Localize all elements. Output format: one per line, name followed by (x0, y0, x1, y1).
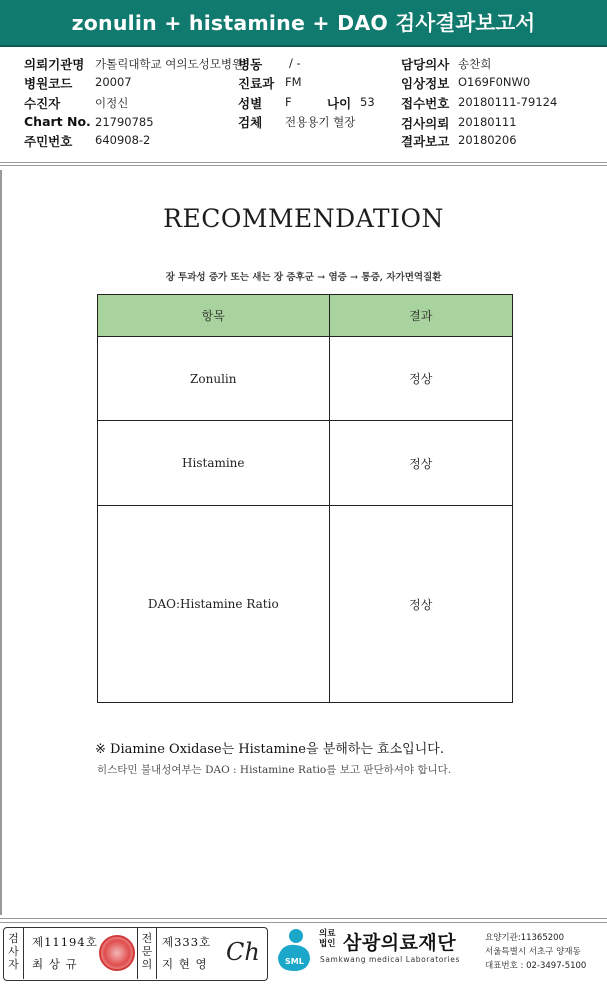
patient-label: 수진자 (24, 96, 61, 111)
receipt-no-label: 접수번호 (401, 96, 450, 111)
examiner-name: 최 상 규 (32, 957, 78, 971)
report-date-value: 20180206 (458, 133, 517, 147)
report-title-bar (0, 0, 607, 47)
ward-label: 병동 (238, 57, 263, 72)
result-table (97, 294, 513, 703)
attending-value: 송찬희 (458, 57, 492, 71)
specialist-label: 전 문 의 (137, 928, 157, 979)
sml-logo-text: SML (285, 957, 304, 966)
org-english-name: Samkwang medical Laboratories (320, 955, 461, 964)
age-value: 53 (360, 95, 375, 109)
table-row (98, 421, 513, 506)
hospital-code-label: 병원코드 (24, 76, 73, 91)
sml-logo-icon (272, 927, 314, 973)
row-result: 정상 (329, 421, 512, 506)
footer-divider (0, 918, 607, 923)
org-name: 삼광의료재단 (343, 932, 457, 954)
table-row (98, 506, 513, 703)
sex-label: 성별 (238, 96, 263, 111)
chart-no-label: Chart No. (24, 114, 91, 129)
specialist-signature: Ch (226, 938, 260, 966)
row-item: DAO:Histamine Ratio (98, 506, 330, 703)
clinical-info-label: 임상정보 (401, 76, 450, 91)
request-date-label: 검사의뢰 (401, 116, 450, 131)
sex-value: F (285, 95, 292, 109)
row-result: 정상 (329, 337, 512, 421)
department-value: FM (285, 75, 302, 89)
ward-value: / - (289, 56, 301, 70)
note-main: ※ Diamine Oxidase는 Histamine을 분해하는 효소입니다. (95, 742, 444, 757)
org-prefix: 의료법인 (319, 929, 336, 949)
patient-info-section (0, 51, 607, 163)
specialist-name: 지 현 영 (162, 957, 208, 971)
column-header-item: 항목 (98, 295, 330, 337)
patient-value: 이정신 (95, 96, 129, 110)
recommendation-subtitle: 장 투과성 증가 또는 새는 장 증후군 → 염증 → 통증, 자가면역질환 (165, 272, 442, 283)
resident-no-label: 주민번호 (24, 134, 73, 149)
specialist-license: 제333호 (162, 935, 212, 949)
institution-value: 가톨릭대학교 여의도성모병원 (95, 57, 244, 71)
row-result: 정상 (329, 506, 512, 703)
org-contact (485, 931, 586, 973)
info-divider (0, 162, 607, 166)
clinical-info-value: O169F0NW0 (458, 75, 531, 89)
table-header-row (98, 295, 513, 337)
table-row (98, 337, 513, 421)
specimen-value: 전용용기 혈장 (285, 115, 356, 129)
chart-no-value: 21790785 (95, 115, 154, 129)
specimen-label: 검체 (238, 115, 263, 130)
row-item: Histamine (98, 421, 330, 506)
hospital-code-value: 20007 (95, 75, 132, 89)
row-item: Zonulin (98, 337, 330, 421)
nursing-code: 요양기관:11365200 (485, 933, 564, 943)
resident-no-value: 640908-2 (95, 133, 151, 147)
examiner-license: 제11194호 (32, 935, 98, 949)
receipt-no-value: 20180111-79124 (458, 95, 558, 109)
org-phone: 대표번호 : 02-3497-5100 (485, 961, 587, 971)
examiner-label: 검 사 자 (4, 928, 24, 979)
attending-label: 담당의사 (401, 57, 450, 72)
institution-label: 의뢰기관명 (24, 57, 85, 72)
report-date-label: 결과보고 (401, 134, 450, 149)
signature-box (3, 927, 268, 981)
report-title: zonulin + histamine + DAO 검사결과보고서 (71, 11, 536, 35)
org-address: 서울특별시 서초구 양재동 (485, 947, 581, 957)
examiner-seal-icon (99, 935, 135, 971)
column-header-result: 결과 (329, 295, 512, 337)
department-label: 진료과 (238, 76, 275, 91)
recommendation-title: RECOMMENDATION (163, 204, 444, 233)
request-date-value: 20180111 (458, 115, 517, 129)
note-sub: 히스타민 불내성여부는 DAO : Histamine Ratio를 보고 판단하셔야 합니다. (97, 764, 452, 776)
age-label: 나이 (327, 96, 352, 111)
